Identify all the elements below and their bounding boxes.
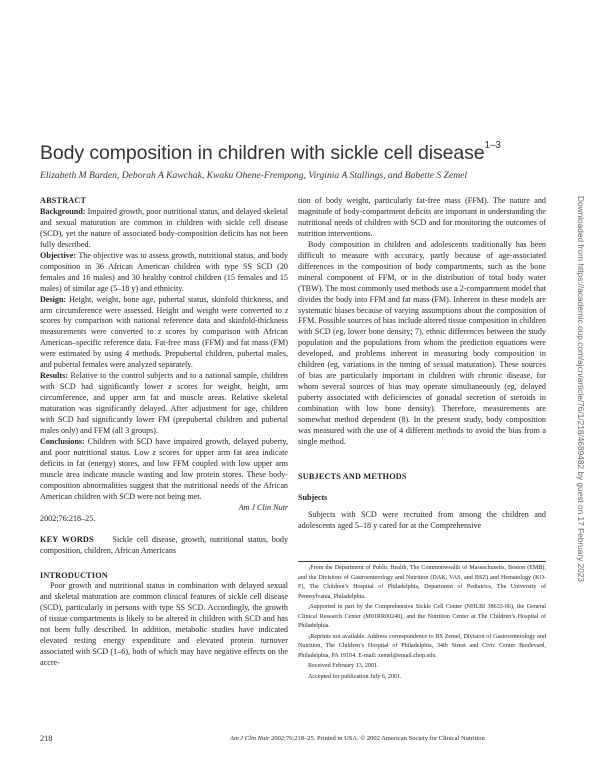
background-label: Background: xyxy=(40,206,86,216)
footnote-1-marker: 1 xyxy=(308,566,311,571)
citation-journal: Am J Clin Nutr xyxy=(238,502,288,512)
subjects-heading: Subjects xyxy=(298,492,328,502)
conclusions-label: Conclusions: xyxy=(40,436,85,446)
abstract-citation-volume: 2002;76:218–25. xyxy=(40,513,96,523)
spacer xyxy=(298,448,546,462)
footnote-3 xyxy=(298,633,546,662)
footnote-2-text: Supported in part by the Comprehensive Sickle Cell Center (NHLBI 38633-06), the General Clinical Research Center (M01RR00240), and the Nutrition Center at The Children’s Hospital of Philadelphia. xyxy=(298,604,546,629)
footnote-3-text: Reprints not available. Address correspondence to BS Zemel, Division of Gastroenterology and Nutrition, The Children’s Hospital of Philadelphia, 34th Street and Civic Center Boulevard, Philadelphia, PA 19104. E-mail: zemel@email.chop.edu. xyxy=(298,633,546,659)
results-label: Results: xyxy=(40,371,68,381)
keywords-text: Sickle cell disease, growth, nutritional status, body composition, children, African Americans xyxy=(40,534,289,555)
design-text-part1: Height, weight, bone age, pubertal status, skinfold thickness, and arm circumference were assessed. Height and weight were converted to xyxy=(40,294,289,315)
keywords-label: KEY WORDS xyxy=(40,534,94,544)
keywords xyxy=(40,535,288,557)
article-title-text: Body composition in children with sickle cell disease xyxy=(40,142,485,164)
footnote-1 xyxy=(298,564,546,602)
paragraph-continued: tion of body weight, particularly fat-free mass (FFM). The nature and magnitude of body-compartment deficits are important in understanding the nutritional needs of children with SCD and for monitoring the outcomes of nutrition interventions. xyxy=(298,196,546,238)
spacer xyxy=(298,462,546,472)
paragraph-body-composition: Body composition in children and adolescents traditionally has been difficult to measure with accuracy, partly because of age-associated differences in the composition of body compartments, such as the bone mineral component of FFM, or in the distribution of total body water (TBW). The most commonly used methods use a 2-compartment model that divides the body into FFM and fat mass (FM). Inherent in these models are systematic biases because of varying assumptions about the composition of FFM. Possible sources of bias include altered tissue composition in children with SCD (eg, lower bone density; 7), ethnic differences between the study population and the populations from whom the prediction equations were developed, and problems inherent in measuring body composition in children (eg, variations in the timing of sexual maturation). These sources of bias are particularly important in children with chronic disease, for whom several sources of bias may operate simultaneously (eg, delayed puberty associated with deficiencies of gonadal secretion of steroids in combination with low bone density). Therefore, measurements are somewhat method dependent (8). In the present study, body composition was measured with the use of 4 different methods to avoid the bias from a single method. xyxy=(298,239,546,446)
abstract-citation xyxy=(40,503,288,514)
download-watermark-text[interactable]: Downloaded from https://academic.oup.com/ajcn/article/76/1/218/4689482 by guest on 17 February 2023 xyxy=(576,196,586,583)
page-number: 218 xyxy=(40,734,53,743)
design-label: Design: xyxy=(40,294,67,304)
abstract xyxy=(40,196,288,525)
spacer xyxy=(40,557,288,571)
introduction-heading: INTRODUCTION xyxy=(40,570,108,580)
footnote-2-marker: 2 xyxy=(308,605,311,610)
objective-text: The objective was to assess growth, nutritional status, and body composition in 36 African American children with type SS SCD (20 females and 16 males) and 30 healthy control children (15 females and 15 males) of similar age (5–18 y) and ethnicity. xyxy=(40,250,288,293)
article-title xyxy=(40,142,560,165)
footnote-3-marker: 3 xyxy=(308,634,311,640)
methods-heading: SUBJECTS AND METHODS xyxy=(298,471,407,481)
introduction-text: Poor growth and nutritional status in combination with delayed sexual and skeletal maturation are common clinical features of sickle cell disease (SCD), particularly in persons with type SS SCD. Accordingly, the growth of tissue compartments is likely to be altered in children with SCD and has not been fully described. In addition, metabolic studies have indicated elevated resting energy expenditure and elevated protein turnover associated with SCD (1–6), both of which may have negative effects on the accre- xyxy=(40,581,288,668)
results-text-part2: scores for weight, height, arm circumference, and upper arm fat and muscle areas. Relative skeletal maturation was significantly delayed. After adjustment for age, children with SCD had significantly lower FM (prepubertal children and pubertal males only) and FFM (all 3 groups). xyxy=(40,382,288,436)
left-column xyxy=(40,196,288,669)
design-z2: z xyxy=(157,327,162,337)
spacer xyxy=(298,483,546,493)
abstract-objective xyxy=(40,251,288,295)
abstract-background xyxy=(40,207,288,251)
design-text-part3: scores by comparison with African American–specific reference data. Fat-free mass (FFM) and fat mass (FM) were estimated by using 4 methods. Prepubertal children, pubertal males, and pubertal females were analyzed separately. xyxy=(40,327,288,370)
spacer xyxy=(40,525,288,535)
abstract-conclusions xyxy=(40,437,288,503)
accepted-date: Accepted for publication July 6, 2001. xyxy=(308,673,402,680)
results-text-part1: Relative to the control subjects and to a national sample, children with SCD had significantly lower xyxy=(40,371,288,392)
subjects-text: Subjects with SCD were recruited from among the children and adolescents aged 5–18 y cared for at the Comprehensive xyxy=(298,509,546,530)
footnote-1-text: From the Department of Public Health, The Commonwealth of Massachusetts, Boston (EMB), and the Divisions of Gastroenterology and Nutrition (DAK, VAS, and BSZ) and Hematology (KO-F), The Children’s Hospital of Philadelphia, Department of Pediatrics, The University of Pennsylvania, Philadelphia. xyxy=(298,565,546,600)
footnote-2 xyxy=(298,603,546,632)
download-watermark xyxy=(576,196,589,583)
footer-citation xyxy=(230,735,485,742)
abstract-results xyxy=(40,371,288,437)
footnotes xyxy=(298,561,546,683)
abstract-heading: ABSTRACT xyxy=(40,196,87,205)
conclusions-text-part1: Children with SCD have impaired growth, delayed puberty, and poor nutritional status. Low xyxy=(40,436,288,457)
conclusions-z: z xyxy=(152,447,156,457)
conclusions-text-part2: scores for upper arm fat area indicate deficits in fat (energy) stores, and low FFM coupled with low upper arm muscle area indicate muscle wasting and low protein stores. These body-composition abnormalities suggest that the nutritional needs of the African American children with SCD were not being met. xyxy=(40,447,289,501)
title-footnote-marker[interactable]: 1–3 xyxy=(484,140,501,151)
background-text: Impaired growth, poor nutritional status, and delayed skeletal and sexual maturation are common in children with sickle cell disease (SCD), yet the nature of associated body-composition deficits has not been fully described. xyxy=(40,206,289,249)
design-z: z xyxy=(284,305,289,315)
design-text-part2: scores by comparison with national reference data and skinfold-thickness measurements were converted to xyxy=(40,316,288,337)
abstract-design xyxy=(40,295,288,372)
right-column xyxy=(298,196,546,532)
objective-label: Objective: xyxy=(40,250,77,260)
footer-journal: Am J Clin Nutr xyxy=(230,735,270,742)
footer-citation-text: 2002;76:218–25. Printed in USA. © 2002 American Society for Clinical Nutrition xyxy=(271,735,485,742)
author-list: Elizabeth M Barden, Deborah A Kawchak, Kwaku Ohene-Frempong, Virginia A Stallings, and Babette S Zemel xyxy=(40,170,468,181)
results-z: z xyxy=(168,382,172,392)
received-date: Received February 13, 2001. xyxy=(308,663,379,669)
